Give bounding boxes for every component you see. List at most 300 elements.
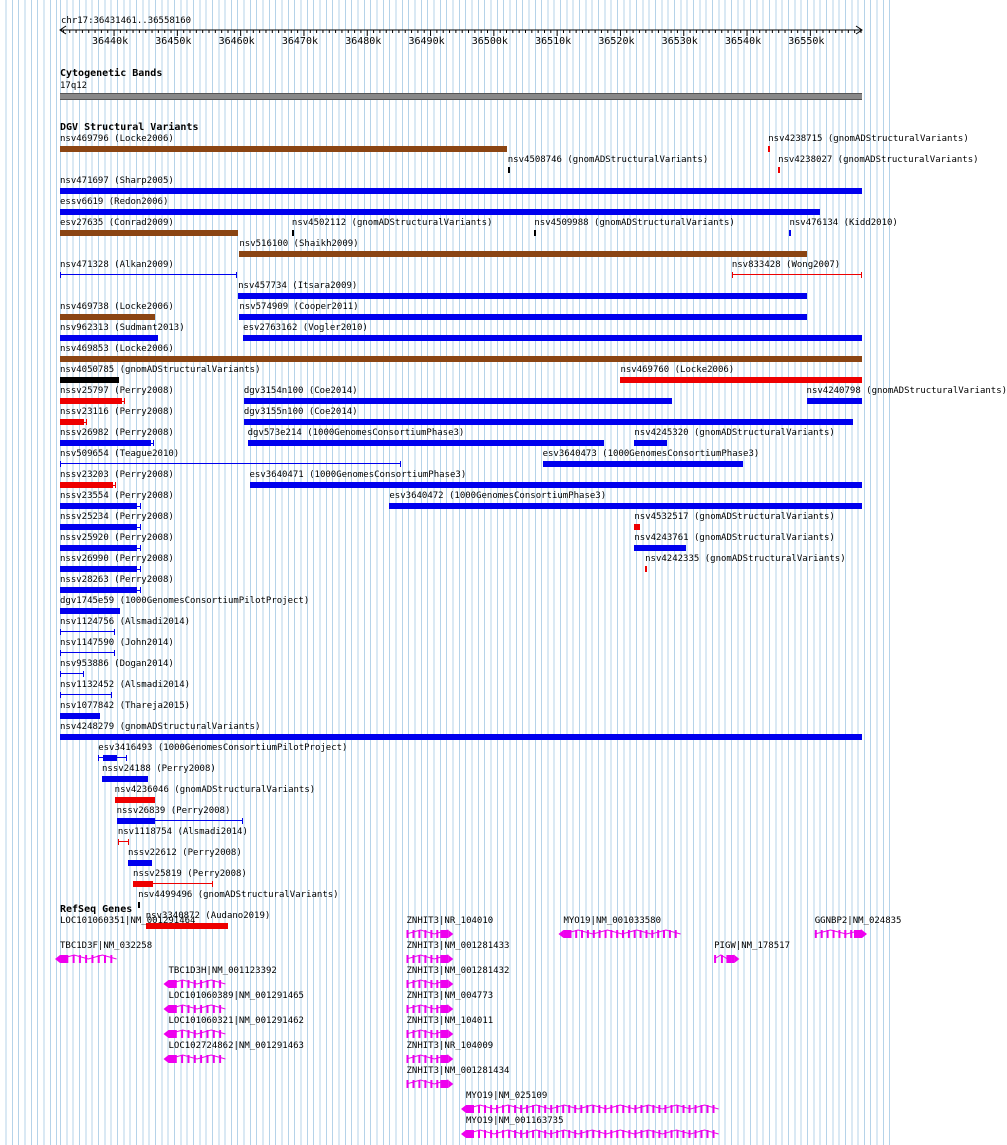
gene-exon[interactable] — [430, 1005, 432, 1013]
strand-arrow-icon[interactable] — [163, 1005, 168, 1013]
gene-exon[interactable] — [815, 930, 817, 938]
gene-exon[interactable] — [424, 1030, 426, 1038]
sv-label[interactable]: nsv4248279 (gnomADStructuralVariants) — [60, 722, 261, 732]
gene-exon[interactable] — [430, 1080, 432, 1088]
sv-label[interactable]: nssv25819 (Perry2008) — [133, 869, 247, 879]
gene-exon[interactable] — [508, 1105, 510, 1113]
gene-exon[interactable] — [664, 1105, 666, 1113]
sv-feature-bar[interactable] — [250, 482, 862, 488]
sv-label[interactable]: nsv476134 (Kidd2010) — [789, 218, 898, 228]
gene-exon[interactable] — [213, 1055, 215, 1063]
gene-exon[interactable] — [104, 955, 106, 963]
gene-exon[interactable] — [442, 1005, 444, 1013]
gene-intron-line[interactable] — [407, 1055, 449, 1059]
gene-exon[interactable] — [671, 1105, 673, 1113]
gene-exon[interactable] — [844, 930, 846, 938]
sv-label[interactable]: nsv3340872 (Audano2019) — [145, 911, 271, 921]
gene-exon[interactable] — [677, 1105, 679, 1113]
gene-exon[interactable] — [646, 930, 648, 938]
sv-label[interactable]: nssv24188 (Perry2008) — [102, 764, 216, 774]
gene-exon[interactable] — [526, 1130, 528, 1138]
sv-label[interactable]: esv3640473 (1000GenomesConsortiumPhase3) — [542, 449, 760, 459]
sv-feature-bar[interactable] — [389, 503, 862, 509]
gene-intron-line[interactable] — [407, 1080, 449, 1084]
sv-feature-bar[interactable] — [60, 419, 84, 425]
sv-label[interactable]: esv3640472 (1000GenomesConsortiumPhase3) — [389, 491, 607, 501]
gene-exon[interactable] — [219, 980, 221, 988]
gene-exon[interactable] — [689, 1105, 691, 1113]
gene-exon[interactable] — [728, 955, 730, 963]
gene-exon[interactable] — [616, 1130, 618, 1138]
gene-exon[interactable] — [418, 930, 420, 938]
gene-exon[interactable] — [424, 1080, 426, 1088]
gene-exon[interactable] — [833, 930, 835, 938]
gene-exon[interactable] — [413, 1055, 415, 1063]
sv-feature-bar[interactable] — [534, 230, 536, 236]
gene-label[interactable]: LOC101060351|NM_001291464 — [60, 916, 196, 926]
gene-exon[interactable] — [219, 1055, 221, 1063]
gene-exon[interactable] — [669, 930, 671, 938]
gene-exon[interactable] — [194, 980, 196, 988]
gene-label[interactable]: ZNHIT3|NR_104010 — [406, 916, 494, 926]
sv-label[interactable]: nsv4509988 (gnomADStructuralVariants) — [534, 218, 735, 228]
sv-label[interactable]: nsv4240798 (gnomADStructuralVariants) — [806, 386, 1007, 396]
strand-arrow-icon[interactable] — [448, 955, 453, 963]
gene-exon[interactable] — [827, 930, 829, 938]
gene-exon[interactable] — [442, 1030, 444, 1038]
sv-feature-bar[interactable] — [60, 566, 137, 572]
gene-exon[interactable] — [418, 980, 420, 988]
sv-feature-bar[interactable] — [60, 230, 238, 236]
gene-exon[interactable] — [436, 1005, 438, 1013]
gene-exon[interactable] — [610, 1130, 612, 1138]
gene-exon[interactable] — [622, 1130, 624, 1138]
gene-intron-line[interactable] — [407, 955, 449, 959]
gene-exon[interactable] — [634, 1130, 636, 1138]
sv-label[interactable]: nsv4242335 (gnomADStructuralVariants) — [645, 554, 846, 564]
gene-exon[interactable] — [664, 1130, 666, 1138]
strand-arrow-icon[interactable] — [163, 1055, 168, 1063]
gene-intron-line[interactable] — [407, 1005, 449, 1009]
sv-feature-bar[interactable] — [60, 314, 155, 320]
strand-arrow-icon[interactable] — [461, 1105, 466, 1113]
gene-intron-line[interactable] — [815, 930, 862, 934]
sv-label[interactable]: dgv3155n100 (Coe2014) — [243, 407, 358, 417]
gene-exon[interactable] — [610, 930, 612, 938]
gene-label[interactable]: ZNHIT3|NM_001281433 — [406, 941, 510, 951]
sv-feature-line[interactable] — [60, 652, 115, 653]
gene-exon[interactable] — [418, 1005, 420, 1013]
gene-exon[interactable] — [586, 1105, 588, 1113]
gene-exon[interactable] — [181, 1005, 183, 1013]
sv-label[interactable]: nsv4245320 (gnomADStructuralVariants) — [634, 428, 835, 438]
gene-exon[interactable] — [442, 1080, 444, 1088]
gene-exon[interactable] — [472, 1105, 474, 1113]
strand-arrow-icon[interactable] — [163, 1030, 168, 1038]
strand-arrow-icon[interactable] — [558, 930, 563, 938]
sv-label[interactable]: esv3416493 (1000GenomesConsortiumPilotProject) — [98, 743, 348, 753]
sv-feature-line[interactable] — [60, 463, 401, 464]
gene-exon[interactable] — [838, 930, 840, 938]
gene-exon[interactable] — [677, 1130, 679, 1138]
sv-feature-bar[interactable] — [102, 776, 148, 782]
sv-feature-bar[interactable] — [244, 419, 854, 425]
gene-exon[interactable] — [207, 1005, 209, 1013]
gene-exon[interactable] — [658, 1105, 660, 1113]
gene-exon[interactable] — [169, 980, 171, 988]
gene-exon[interactable] — [701, 1105, 703, 1113]
gene-label[interactable]: ZNHIT3|NM_104011 — [406, 1016, 494, 1026]
sv-feature-line[interactable] — [60, 631, 115, 632]
gene-exon[interactable] — [713, 1105, 715, 1113]
sv-label[interactable]: nssv28263 (Perry2008) — [60, 575, 174, 585]
gene-exon[interactable] — [472, 1130, 474, 1138]
gene-label[interactable]: ZNHIT3|NM_004773 — [406, 991, 494, 1001]
gene-exon[interactable] — [188, 1055, 190, 1063]
gene-terminal-exon[interactable] — [169, 1055, 177, 1063]
gene-exon[interactable] — [194, 1005, 196, 1013]
sv-label[interactable]: nsv1147590 (John2014) — [60, 638, 174, 648]
gene-exon[interactable] — [514, 1105, 516, 1113]
gene-exon[interactable] — [526, 1105, 528, 1113]
gene-exon[interactable] — [430, 930, 432, 938]
gene-exon[interactable] — [169, 1030, 171, 1038]
gene-exon[interactable] — [442, 1055, 444, 1063]
sv-label[interactable]: nsv4243761 (gnomADStructuralVariants) — [634, 533, 835, 543]
gene-exon[interactable] — [436, 955, 438, 963]
sv-label[interactable]: nssv23203 (Perry2008) — [60, 470, 174, 480]
gene-intron-line[interactable] — [169, 1005, 226, 1009]
gene-exon[interactable] — [580, 1105, 582, 1113]
gene-exon[interactable] — [652, 1130, 654, 1138]
sv-label[interactable]: nsv509654 (Teague2010) — [60, 449, 180, 459]
sv-label[interactable]: nssv26839 (Perry2008) — [116, 806, 231, 816]
gene-exon[interactable] — [856, 930, 858, 938]
gene-terminal-exon[interactable] — [440, 1030, 448, 1038]
gene-exon[interactable] — [675, 930, 677, 938]
gene-exon[interactable] — [640, 1130, 642, 1138]
sv-label[interactable]: nssv23554 (Perry2008) — [60, 491, 174, 501]
sv-feature-bar[interactable] — [60, 146, 507, 152]
gene-exon[interactable] — [616, 1105, 618, 1113]
gene-exon[interactable] — [484, 1105, 486, 1113]
gene-label[interactable]: TBC1D3H|NM_001123392 — [168, 966, 277, 976]
gene-exon[interactable] — [574, 1130, 576, 1138]
gene-exon[interactable] — [442, 955, 444, 963]
sv-label[interactable]: nsv962313 (Sudmant2013) — [60, 323, 185, 333]
gene-exon[interactable] — [707, 1105, 709, 1113]
gene-exon[interactable] — [430, 955, 432, 963]
gene-exon[interactable] — [580, 1130, 582, 1138]
gene-exon[interactable] — [628, 930, 630, 938]
sv-feature-bar[interactable] — [138, 902, 140, 908]
gene-terminal-exon[interactable] — [564, 930, 572, 938]
gene-exon[interactable] — [496, 1105, 498, 1113]
gene-label[interactable]: MYO19|NM_001033580 — [563, 916, 662, 926]
gene-exon[interactable] — [213, 980, 215, 988]
gene-exon[interactable] — [634, 1105, 636, 1113]
gene-label[interactable]: MYO19|NM_025109 — [465, 1091, 548, 1101]
gene-exon[interactable] — [564, 930, 566, 938]
strand-arrow-icon[interactable] — [55, 955, 60, 963]
sv-label[interactable]: nsv833428 (Wong2007) — [731, 260, 841, 270]
gene-exon[interactable] — [407, 1005, 409, 1013]
sv-feature-bar[interactable] — [789, 230, 791, 236]
sv-feature-bar[interactable] — [128, 860, 152, 866]
gene-exon[interactable] — [436, 1030, 438, 1038]
gene-exon[interactable] — [98, 955, 100, 963]
gene-exon[interactable] — [175, 980, 177, 988]
gene-exon[interactable] — [574, 1105, 576, 1113]
gene-exon[interactable] — [418, 1080, 420, 1088]
sv-label[interactable]: nsv4238027 (gnomADStructuralVariants) — [778, 155, 979, 165]
gene-exon[interactable] — [628, 1130, 630, 1138]
sv-feature-bar[interactable] — [60, 734, 862, 740]
gene-exon[interactable] — [562, 1105, 564, 1113]
gene-intron-line[interactable] — [407, 930, 449, 934]
gene-exon[interactable] — [532, 1130, 534, 1138]
sv-feature-bar[interactable] — [60, 587, 137, 593]
gene-exon[interactable] — [407, 955, 409, 963]
gene-exon[interactable] — [188, 1005, 190, 1013]
gene-exon[interactable] — [200, 1055, 202, 1063]
sv-label[interactable]: nsv953886 (Dogan2014) — [60, 659, 174, 669]
sv-feature-bar[interactable] — [239, 251, 807, 257]
gene-label[interactable]: LOC102724862|NM_001291463 — [168, 1041, 304, 1051]
gene-exon[interactable] — [850, 930, 852, 938]
sv-label[interactable]: nsv4532517 (gnomADStructuralVariants) — [634, 512, 835, 522]
gene-exon[interactable] — [569, 930, 571, 938]
gene-exon[interactable] — [538, 1105, 540, 1113]
coordinate-ruler[interactable] — [0, 0, 890, 50]
strand-arrow-icon[interactable] — [448, 930, 453, 938]
gene-exon[interactable] — [622, 1105, 624, 1113]
sv-label[interactable]: nsv4502112 (gnomADStructuralVariants) — [291, 218, 493, 228]
gene-exon[interactable] — [532, 1105, 534, 1113]
gene-intron-line[interactable] — [466, 1105, 719, 1109]
gene-exon[interactable] — [490, 1105, 492, 1113]
strand-arrow-icon[interactable] — [448, 1005, 453, 1013]
strand-arrow-icon[interactable] — [163, 980, 168, 988]
gene-exon[interactable] — [593, 930, 595, 938]
gene-exon[interactable] — [628, 1105, 630, 1113]
gene-exon[interactable] — [713, 1130, 715, 1138]
gene-exon[interactable] — [213, 1005, 215, 1013]
gene-label[interactable]: PIGW|NM_178517 — [714, 941, 790, 951]
gene-terminal-exon[interactable] — [440, 980, 448, 988]
gene-exon[interactable] — [200, 980, 202, 988]
sv-label[interactable]: esv2763162 (Vogler2010) — [243, 323, 368, 333]
gene-exon[interactable] — [592, 1130, 594, 1138]
gene-exon[interactable] — [207, 1030, 209, 1038]
dgv-track-title[interactable]: DGV Structural Variants — [60, 122, 199, 133]
gene-terminal-exon[interactable] — [169, 1030, 177, 1038]
gene-exon[interactable] — [514, 1130, 516, 1138]
strand-arrow-icon[interactable] — [862, 930, 867, 938]
sv-feature-bar[interactable] — [634, 545, 686, 551]
sv-feature-bar[interactable] — [292, 230, 294, 236]
gene-exon[interactable] — [424, 955, 426, 963]
gene-exon[interactable] — [562, 1130, 564, 1138]
gene-exon[interactable] — [586, 1130, 588, 1138]
gene-exon[interactable] — [418, 1055, 420, 1063]
gene-exon[interactable] — [169, 1005, 171, 1013]
gene-exon[interactable] — [568, 1105, 570, 1113]
strand-arrow-icon[interactable] — [461, 1130, 466, 1138]
sv-label[interactable]: nsv469853 (Locke2006) — [60, 344, 174, 354]
gene-exon[interactable] — [466, 1130, 468, 1138]
gene-intron-line[interactable] — [564, 930, 681, 934]
gene-intron-line[interactable] — [169, 980, 226, 984]
sv-feature-bar[interactable] — [60, 545, 137, 551]
sv-label[interactable]: nssv22612 (Perry2008) — [127, 848, 242, 858]
gene-intron-line[interactable] — [169, 1055, 226, 1059]
sv-label[interactable]: nssv26982 (Perry2008) — [60, 428, 174, 438]
gene-exon[interactable] — [413, 1080, 415, 1088]
gene-exon[interactable] — [714, 955, 716, 963]
gene-exon[interactable] — [466, 1105, 468, 1113]
sv-label[interactable]: nsv4236046 (gnomADStructuralVariants) — [114, 785, 316, 795]
gene-exon[interactable] — [194, 1055, 196, 1063]
sv-label[interactable]: nssv25234 (Perry2008) — [60, 512, 174, 522]
gene-exon[interactable] — [407, 1030, 409, 1038]
sv-label[interactable]: nsv457734 (Itsara2009) — [238, 281, 358, 291]
gene-terminal-exon[interactable] — [440, 1080, 448, 1088]
sv-label[interactable]: nssv25920 (Perry2008) — [60, 533, 174, 543]
sv-feature-bar[interactable] — [634, 524, 640, 530]
sv-feature-bar[interactable] — [244, 398, 673, 404]
gene-exon[interactable] — [219, 1030, 221, 1038]
sv-label[interactable]: nssv23116 (Perry2008) — [60, 407, 174, 417]
gene-exon[interactable] — [683, 1105, 685, 1113]
gene-exon[interactable] — [592, 1105, 594, 1113]
gene-exon[interactable] — [424, 1055, 426, 1063]
strand-arrow-icon[interactable] — [448, 1055, 453, 1063]
gene-exon[interactable] — [200, 1005, 202, 1013]
gene-exon[interactable] — [701, 1130, 703, 1138]
sv-label[interactable]: nsv4499496 (gnomADStructuralVariants) — [138, 890, 339, 900]
sv-label[interactable]: nsv1118754 (Alsmadi2014) — [117, 827, 248, 837]
sv-feature-bar[interactable] — [238, 293, 807, 299]
gene-exon[interactable] — [418, 1030, 420, 1038]
strand-arrow-icon[interactable] — [448, 980, 453, 988]
gene-exon[interactable] — [484, 1130, 486, 1138]
sv-feature-bar[interactable] — [103, 755, 117, 761]
sv-label[interactable]: nsv4508746 (gnomADStructuralVariants) — [507, 155, 709, 165]
gene-exon[interactable] — [413, 955, 415, 963]
gene-exon[interactable] — [407, 930, 409, 938]
gene-exon[interactable] — [413, 980, 415, 988]
gene-exon[interactable] — [646, 1130, 648, 1138]
sv-label[interactable]: esv27635 (Conrad2009) — [60, 218, 174, 228]
sv-feature-bar[interactable] — [60, 377, 119, 383]
sv-feature-bar[interactable] — [243, 335, 862, 341]
strand-arrow-icon[interactable] — [448, 1080, 453, 1088]
sv-feature-line[interactable] — [60, 694, 112, 695]
gene-exon[interactable] — [575, 930, 577, 938]
sv-feature-bar[interactable] — [634, 440, 667, 446]
gene-exon[interactable] — [652, 1105, 654, 1113]
gene-exon[interactable] — [538, 1130, 540, 1138]
sv-label[interactable]: nsv574909 (Cooper2011) — [239, 302, 359, 312]
gene-exon[interactable] — [207, 1055, 209, 1063]
gene-exon[interactable] — [663, 930, 665, 938]
gene-exon[interactable] — [502, 1130, 504, 1138]
gene-exon[interactable] — [646, 1105, 648, 1113]
gene-exon[interactable] — [508, 1130, 510, 1138]
gene-exon[interactable] — [544, 1130, 546, 1138]
gene-label[interactable]: TBC1D3F|NM_032258 — [60, 941, 153, 951]
gene-exon[interactable] — [413, 1030, 415, 1038]
gene-exon[interactable] — [604, 1105, 606, 1113]
gene-exon[interactable] — [581, 930, 583, 938]
gene-exon[interactable] — [418, 955, 420, 963]
gene-exon[interactable] — [66, 955, 68, 963]
gene-exon[interactable] — [430, 1055, 432, 1063]
sv-label[interactable]: nsv469796 (Locke2006) — [60, 134, 174, 144]
gene-exon[interactable] — [598, 1105, 600, 1113]
sv-feature-bar[interactable] — [239, 314, 807, 320]
sv-feature-bar[interactable] — [60, 482, 113, 488]
gene-exon[interactable] — [556, 1130, 558, 1138]
gene-exon[interactable] — [407, 1080, 409, 1088]
sv-feature-line[interactable] — [60, 673, 84, 674]
sv-feature-bar[interactable] — [645, 566, 647, 572]
gene-exon[interactable] — [436, 1055, 438, 1063]
gene-exon[interactable] — [622, 930, 624, 938]
sv-feature-bar[interactable] — [248, 440, 604, 446]
gene-exon[interactable] — [413, 1005, 415, 1013]
gene-label[interactable]: LOC101060321|NM_001291462 — [168, 1016, 304, 1026]
gene-exon[interactable] — [478, 1105, 480, 1113]
gene-exon[interactable] — [556, 1105, 558, 1113]
gene-exon[interactable] — [169, 1055, 171, 1063]
gene-exon[interactable] — [568, 1130, 570, 1138]
gene-label[interactable]: ZNHIT3|NR_104009 — [406, 1041, 494, 1051]
gene-exon[interactable] — [194, 1030, 196, 1038]
gene-exon[interactable] — [442, 980, 444, 988]
sv-feature-bar[interactable] — [118, 818, 155, 824]
gene-exon[interactable] — [616, 930, 618, 938]
gene-exon[interactable] — [490, 1130, 492, 1138]
gene-exon[interactable] — [73, 955, 75, 963]
sv-feature-bar[interactable] — [115, 797, 155, 803]
sv-feature-line[interactable] — [732, 274, 862, 275]
gene-exon[interactable] — [200, 1030, 202, 1038]
gene-exon[interactable] — [707, 1130, 709, 1138]
gene-exon[interactable] — [436, 930, 438, 938]
gene-exon[interactable] — [424, 980, 426, 988]
gene-exon[interactable] — [695, 1130, 697, 1138]
gene-label[interactable]: LOC101060389|NM_001291465 — [168, 991, 304, 1001]
gene-exon[interactable] — [424, 930, 426, 938]
gene-label[interactable]: MYO19|NM_001163735 — [465, 1116, 564, 1126]
sv-label[interactable]: nssv25797 (Perry2008) — [60, 386, 174, 396]
gene-exon[interactable] — [520, 1105, 522, 1113]
sv-feature-bar[interactable] — [60, 503, 137, 509]
sv-feature-line[interactable] — [60, 274, 237, 275]
gene-exon[interactable] — [413, 930, 415, 938]
gene-exon[interactable] — [175, 1005, 177, 1013]
gene-terminal-exon[interactable] — [440, 955, 448, 963]
strand-arrow-icon[interactable] — [734, 955, 739, 963]
sv-label[interactable]: nsv4050785 (gnomADStructuralVariants) — [60, 365, 261, 375]
gene-terminal-exon[interactable] — [854, 930, 862, 938]
gene-terminal-exon[interactable] — [466, 1105, 474, 1113]
gene-intron-line[interactable] — [714, 955, 734, 959]
gene-exon[interactable] — [598, 1130, 600, 1138]
gene-exon[interactable] — [640, 930, 642, 938]
